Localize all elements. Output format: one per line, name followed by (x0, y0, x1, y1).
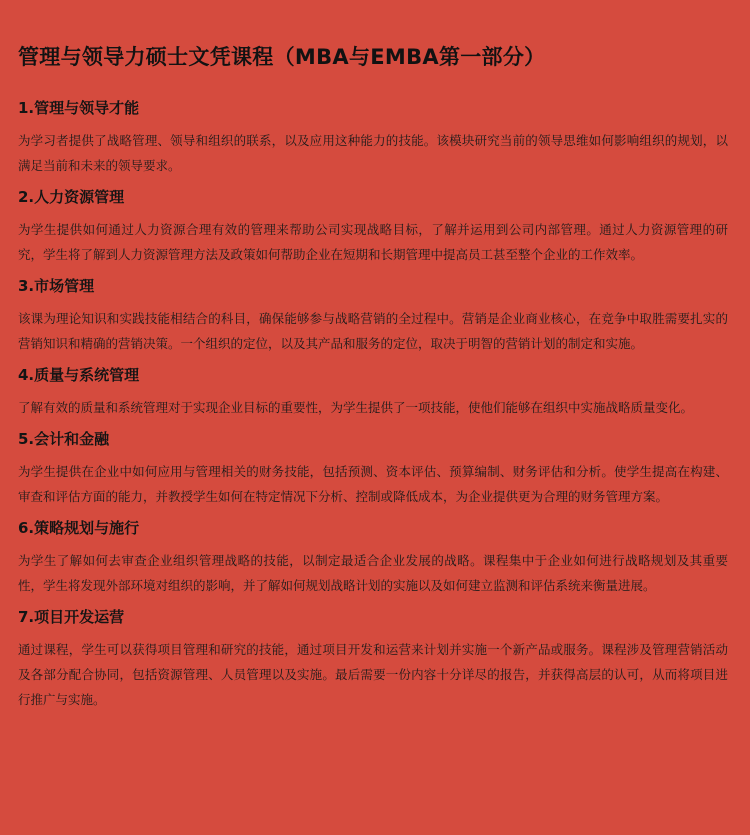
module-heading: 1.管理与领导才能 (18, 99, 140, 117)
module-section (18, 518, 728, 598)
module-heading: 5.会计和金融 (18, 430, 110, 448)
module-heading: 6.策略规划与施行 (18, 519, 140, 537)
module-heading: 4.质量与系统管理 (18, 366, 140, 384)
course-modules-list (18, 98, 728, 712)
module-section (18, 98, 728, 178)
module-heading: 3.市场管理 (18, 277, 95, 295)
page-title: 管理与领导力硕士文凭课程（MBA与EMBA第一部分） (18, 45, 546, 69)
module-description: 通过课程，学生可以获得项目管理和研究的技能，通过项目开发和运营来计划并实施一个新产品或服务。课程涉及管理营销活动及各部分配合协同，包括资源管理、人员管理以及实施。最后需要一份内容十分详尽的报告，并获得高层的认可，从而将项目进行推广与实施。 (18, 642, 728, 707)
module-section (18, 429, 728, 509)
module-description: 为学生提供在企业中如何应用与管理相关的财务技能，包括预测、资本评估、预算编制、财务评估和分析。使学生提高在构建、审查和评估方面的能力，并教授学生如何在特定情况下分析、控制或降低成本，为企业提供更为合理的财务管理方案。 (18, 464, 728, 504)
module-description: 为学习者提供了战略管理、领导和组织的联系，以及应用这种能力的技能。该模块研究当前的领导思维如何影响组织的规划，以满足当前和未来的领导要求。 (18, 133, 728, 173)
module-description: 了解有效的质量和系统管理对于实现企业目标的重要性，为学生提供了一项技能，使他们能够在组织中实施战略质量变化。 (18, 400, 694, 415)
module-section (18, 607, 728, 712)
module-section (18, 365, 728, 420)
module-description: 该课为理论知识和实践技能相结合的科目，确保能够参与战略营销的全过程中。营销是企业商业核心，在竞争中取胜需要扎实的营销知识和精确的营销决策。一个组织的定位，以及其产品和服务的定位，取决于明智的营销计划的制定和实施。 (18, 311, 728, 351)
module-heading: 7.项目开发运营 (18, 608, 125, 626)
module-heading: 2.人力资源管理 (18, 188, 125, 206)
module-section (18, 276, 728, 356)
module-section (18, 187, 728, 267)
module-description: 为学生提供如何通过人力资源合理有效的管理来帮助公司实现战略目标，了解并运用到公司内部管理。通过人力资源管理的研究，学生将了解到人力资源管理方法及政策如何帮助企业在短期和长期管理中提高员工甚至整个企业的工作效率。 (18, 222, 728, 262)
module-description: 为学生了解如何去审查企业组织管理战略的技能，以制定最适合企业发展的战略。课程集中于企业如何进行战略规划及其重要性，学生将发现外部环境对组织的影响，并了解如何规划战略计划的实施以及如何建立监测和评估系统来衡量进展。 (18, 553, 728, 593)
